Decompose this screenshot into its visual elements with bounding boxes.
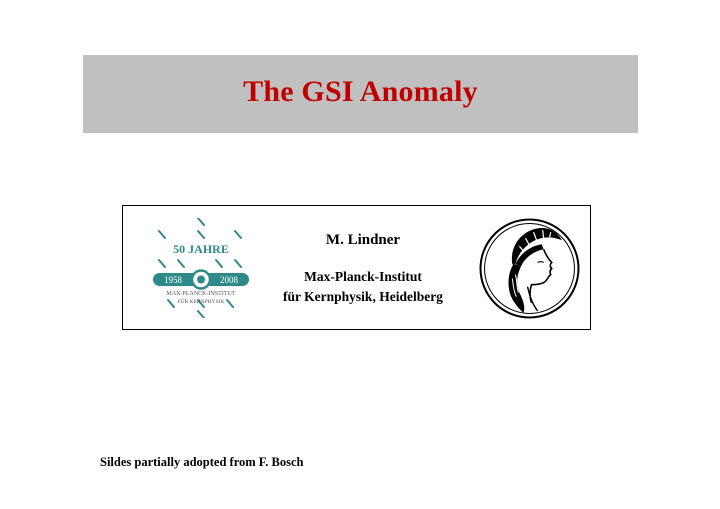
- logo-year-start: 1958: [164, 275, 182, 285]
- institute-location: für Kernphysik, Heidelberg: [283, 289, 443, 304]
- logo-line2: FÜR KERNPHYSIK: [177, 299, 225, 305]
- slide-title: The GSI Anomaly: [243, 75, 478, 108]
- anniversary-logo-icon: [151, 218, 251, 318]
- institute-name: Max-Planck-Institut: [304, 269, 422, 284]
- logo-heading: 50 JAHRE: [173, 242, 229, 256]
- author-name: M. Lindner: [325, 232, 401, 248]
- logo-line1: MAX-PLANCK-INSTITUT: [166, 291, 236, 297]
- minerva-seal-icon: [479, 218, 580, 319]
- footnote: Sildes partially adopted from F. Bosch: [100, 455, 304, 469]
- title-band: [83, 55, 638, 133]
- logo-year-end: 2008: [220, 275, 238, 285]
- author-box: [122, 205, 591, 330]
